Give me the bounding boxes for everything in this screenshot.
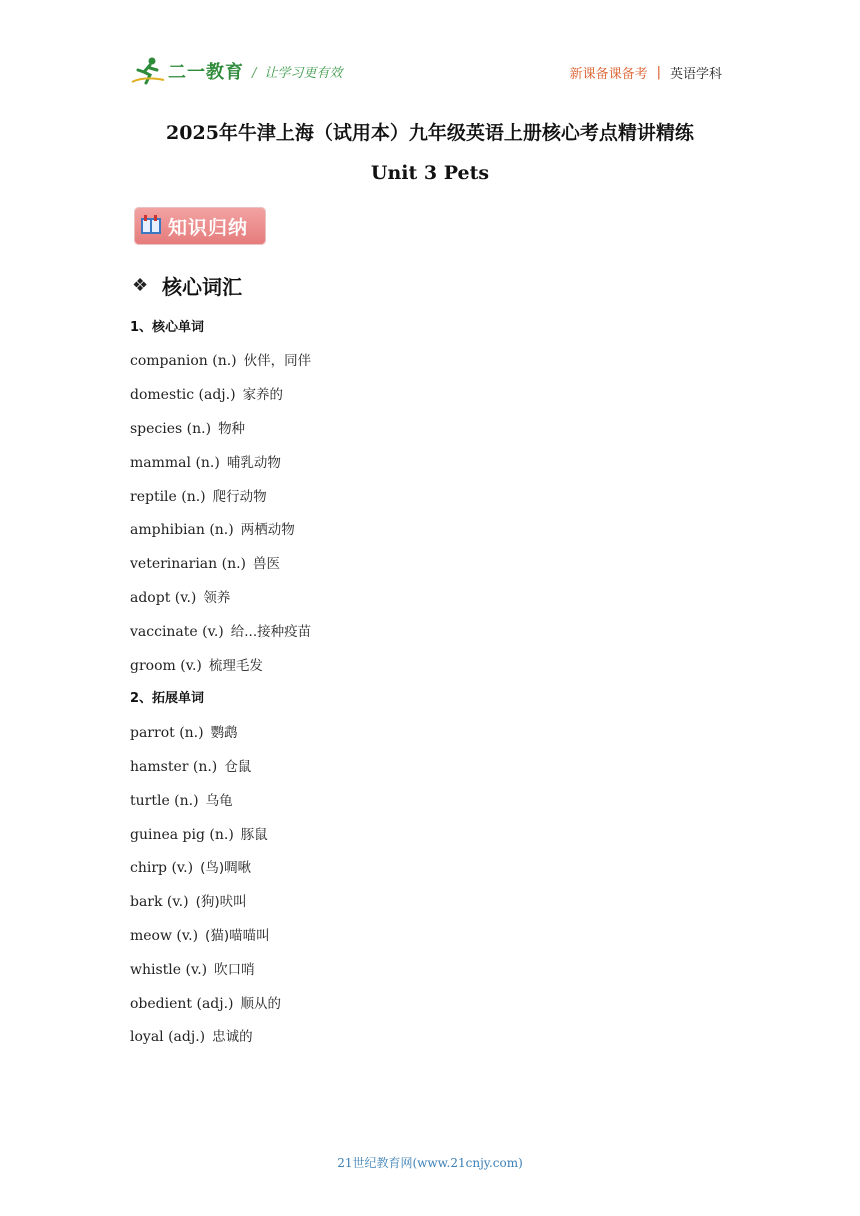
vocab-meaning: 吹口哨 (214, 962, 255, 978)
vocab-word: whistle (v.) (130, 962, 208, 978)
vocab-entry (130, 485, 267, 505)
vocab-word: companion (n.) (130, 353, 237, 369)
header-subject: 英语学科 (669, 67, 722, 82)
vocab-word: chirp (v.) (130, 860, 194, 876)
vocab-word: obedient (adj.) (130, 996, 234, 1012)
vocab-entry (130, 924, 270, 944)
vocab-word: mammal (n.) (130, 455, 220, 471)
header-right (570, 63, 722, 82)
section-title: 核心词汇 (162, 275, 242, 299)
vocab-entry (130, 789, 233, 809)
vocab-meaning: 给...接种疫苗 (230, 624, 312, 640)
vocab-word: adopt (v.) (130, 590, 197, 606)
vocab-entry (130, 451, 281, 471)
vocab-entry (130, 958, 255, 978)
vocab-entry (130, 586, 230, 606)
vocab-meaning: 鹦鹉 (210, 725, 238, 741)
vocab-meaning: 忠诚的 (212, 1029, 253, 1045)
runner-logo-icon (130, 56, 166, 86)
vocab-meaning: 爬行动物 (212, 489, 267, 505)
vocab-entry (130, 654, 263, 674)
vocab-word: parrot (n.) (130, 725, 204, 741)
vocab-word: bark (v.) (130, 894, 189, 910)
vocab-entry (130, 417, 245, 437)
core-words-heading: 1、核心单词 (130, 320, 205, 335)
vocab-entry (130, 518, 295, 538)
vocab-meaning: (狗)吠叫 (195, 894, 247, 910)
vocab-meaning: 兽医 (253, 556, 281, 572)
vocab-word: meow (v.) (130, 928, 199, 944)
vocab-meaning: 物种 (218, 421, 246, 437)
vocab-word: groom (v.) (130, 658, 202, 674)
logo-text: 二一教育 (168, 62, 244, 83)
document-title: 2025年牛津上海（试用本）九年级英语上册核心考点精讲精练 (166, 122, 694, 144)
slogan-text: 让学习更有效 (264, 66, 343, 81)
vocab-word: guinea pig (n.) (130, 827, 234, 843)
vocab-entry (130, 383, 283, 403)
vocab-meaning: 两栖动物 (240, 522, 295, 538)
vocab-meaning: 顺从的 (240, 996, 282, 1012)
diamond-bullet-icon: ❖ (132, 275, 149, 296)
vocab-meaning: 伙伴，同伴 (243, 353, 312, 369)
section-heading (132, 271, 242, 300)
vocab-word: turtle (n.) (130, 793, 199, 809)
vocab-meaning: 仓鼠 (224, 759, 252, 775)
book-icon (140, 214, 162, 238)
header-tagline: 新课备课备考 (569, 67, 648, 82)
page-header (130, 56, 730, 92)
vocab-meaning: 豚鼠 (240, 827, 268, 843)
vocab-entry (130, 992, 281, 1012)
vocab-meaning: 哺乳动物 (226, 455, 281, 471)
vocab-entry (130, 823, 268, 843)
vocab-word: amphibian (n.) (130, 522, 234, 538)
slogan: / 让学习更有效 (252, 66, 343, 81)
vocab-word: vaccinate (v.) (130, 624, 224, 640)
vocab-word: hamster (n.) (130, 759, 218, 775)
vocab-meaning: 家养的 (242, 387, 284, 403)
vocab-meaning: (鸟)啁啾 (200, 860, 252, 876)
vocab-meaning: (猫)喵喵叫 (205, 928, 270, 944)
vocab-word: domestic (adj.) (130, 387, 236, 403)
vocab-word: loyal (adj.) (130, 1029, 206, 1045)
badge-label: 知识归纳 (168, 216, 249, 239)
vocab-entry (130, 1025, 253, 1045)
header-separator: | (656, 65, 661, 80)
unit-title: Unit 3 Pets (370, 162, 490, 184)
vocab-entry (130, 755, 251, 775)
vocab-meaning: 乌龟 (205, 793, 233, 809)
vocab-entry (130, 620, 311, 640)
extended-words-heading: 2、拓展单词 (130, 691, 205, 706)
vocab-entry (130, 856, 251, 876)
page-footer[interactable]: 21世纪教育网(www.21cnjy.com) (337, 1156, 523, 1170)
vocab-word: reptile (n.) (130, 489, 206, 505)
vocab-word: species (n.) (130, 421, 212, 437)
vocab-entry (130, 552, 280, 572)
logo (130, 56, 244, 86)
vocab-entry (130, 721, 238, 741)
vocab-word: veterinarian (n.) (130, 556, 247, 572)
vocab-entry (130, 890, 247, 910)
vocab-meaning: 梳理毛发 (208, 658, 263, 674)
vocab-entry (130, 349, 311, 369)
knowledge-summary-badge (134, 207, 266, 245)
vocab-meaning: 领养 (203, 590, 231, 606)
